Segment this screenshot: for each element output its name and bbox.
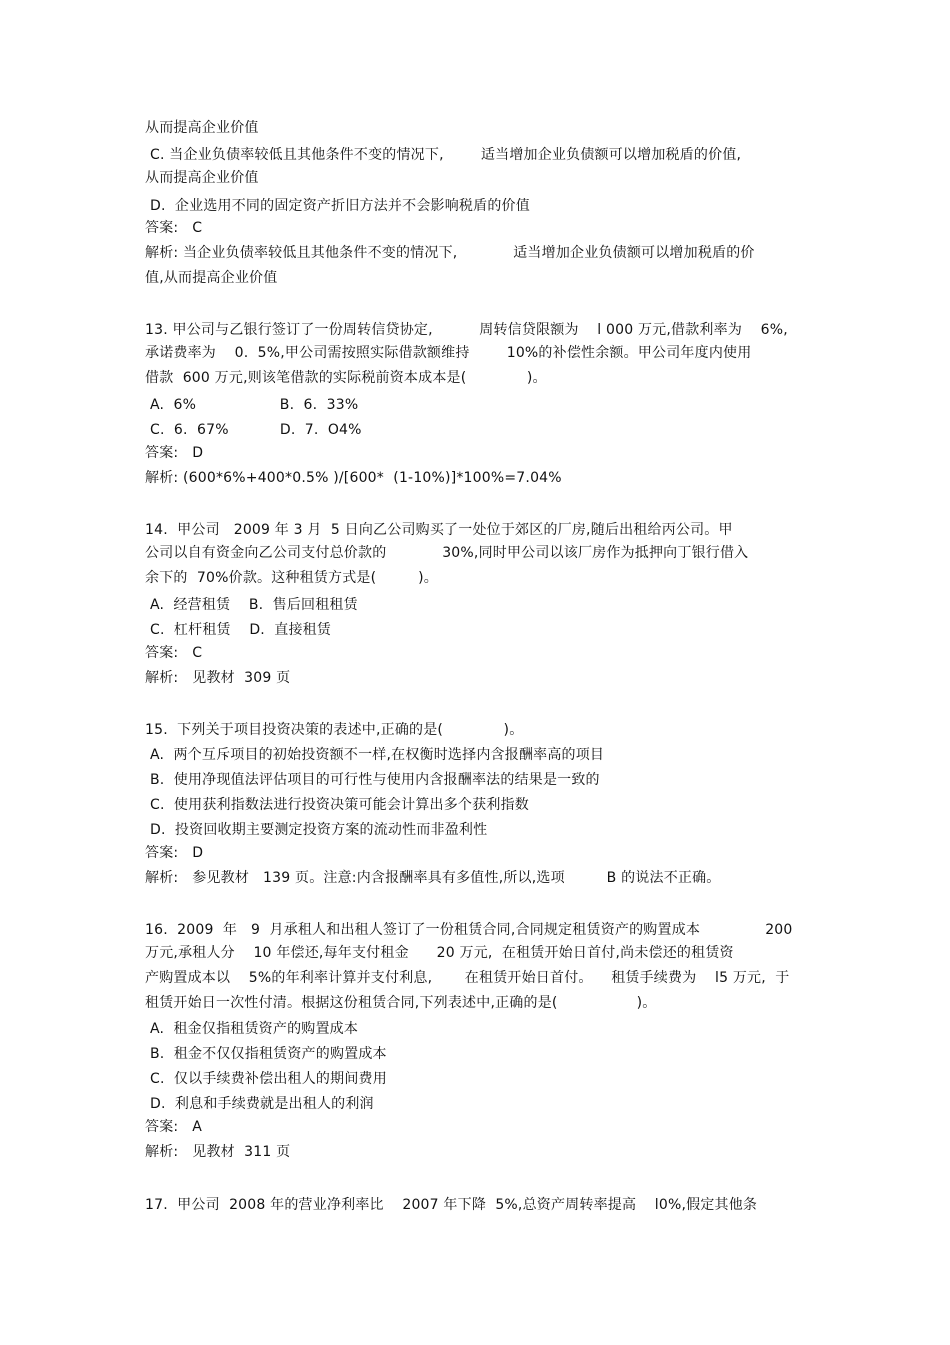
option-line: D. 利息和手续费就是出租人的利润 (150, 1096, 374, 1112)
option-line: D. 企业选用不同的固定资产折旧方法并不会影响税盾的价值 (150, 198, 530, 214)
option-line: C. 使用获利指数法进行投资决策可能会计算出多个获利指数 (150, 797, 529, 813)
option-line: B. 租金不仅仅指租赁资产的购置成本 (150, 1046, 387, 1062)
question-line: 租赁开始日一次性付清。根据这份租赁合同,下列表述中,正确的是( )。 (145, 995, 657, 1011)
option-line: A. 6% B. 6. 33% (150, 397, 359, 413)
question-line: 13. 甲公司与乙银行签订了一份周转信贷协定, 周转信贷限额为 l 000 万元,借款利率为 6%, (145, 322, 788, 338)
question-line: 借款 600 万元,则该笔借款的实际税前资本成本是( )。 (145, 370, 547, 386)
answer-line: 答案: C (145, 220, 203, 236)
text-line: 从而提高企业价值 (145, 120, 259, 136)
option-line: D. 投资回收期主要测定投资方案的流动性而非盈利性 (150, 822, 488, 838)
option-line: A. 经营租赁 B. 售后回租租赁 (150, 597, 358, 613)
option-line: A. 租金仅指租赁资产的购置成本 (150, 1021, 359, 1037)
option-line: C. 仅以手续费补偿出租人的期间费用 (150, 1071, 387, 1087)
question-line: 16. 2009 年 9 月承租人和出租人签订了一份租赁合同,合同规定租赁资产的购置成本 200 (145, 922, 793, 938)
answer-line: 答案: D (145, 845, 204, 861)
question-line: 17. 甲公司 2008 年的营业净利率比 2007 年下降 5%,总资产周转率提高 l0%,假定其他条 (145, 1197, 758, 1213)
explanation-line: 解析: 见教材 311 页 (145, 1144, 291, 1160)
explanation-line: 解析: 参见教材 139 页。注意:内含报酬率具有多值性,所以,选项 B 的说法不正确。 (145, 870, 721, 886)
explanation-line: 值,从而提高企业价值 (145, 270, 278, 286)
option-line: B. 使用净现值法评估项目的可行性与使用内含报酬率法的结果是一致的 (150, 772, 600, 788)
answer-line: 答案: D (145, 445, 204, 461)
question-line: 公司以自有资金向乙公司支付总价款的 30%,同时甲公司以该厂房作为抵押向丁银行借入 (145, 545, 749, 561)
option-line: C. 6. 67% D. 7. O4% (150, 422, 362, 438)
option-line: C. 当企业负债率较低且其他条件不变的情况下, 适当增加企业负债额可以增加税盾的价值, (150, 147, 742, 163)
question-line: 产购置成本以 5%的年利率计算并支付利息, 在租赁开始日首付。 租赁手续费为 l5 万元, 于 (145, 970, 790, 986)
explanation-line: 解析: 当企业负债率较低且其他条件不变的情况下, 适当增加企业负债额可以增加税盾的价 (145, 245, 755, 261)
question-line: 万元,承租人分 10 年偿还,每年支付租金 20 万元, 在租赁开始日首付,尚未偿还的租赁资 (145, 945, 734, 961)
question-line: 15. 下列关于项目投资决策的表述中,正确的是( )。 (145, 722, 524, 738)
answer-line: 答案: C (145, 645, 203, 661)
text-line: 从而提高企业价值 (145, 170, 259, 186)
question-line: 承诺费率为 0. 5%,甲公司需按照实际借款额维持 10%的补偿性余额。甲公司年度内使用 (145, 345, 752, 361)
question-line: 14. 甲公司 2009 年 3 月 5 日向乙公司购买了一处位于郊区的厂房,随后出租给丙公司。甲 (145, 522, 733, 538)
explanation-line: 解析: (600*6%+400*0.5% )/[600* (1-10%)]*100%=7.04% (145, 470, 562, 486)
option-line: A. 两个互斥项目的初始投资额不一样,在权衡时选择内含报酬率高的项目 (150, 747, 605, 763)
explanation-line: 解析: 见教材 309 页 (145, 670, 291, 686)
question-line: 余下的 70%价款。这种租赁方式是( )。 (145, 570, 438, 586)
option-line: C. 杠杆租赁 D. 直接租赁 (150, 622, 332, 638)
answer-line: 答案: A (145, 1119, 203, 1135)
